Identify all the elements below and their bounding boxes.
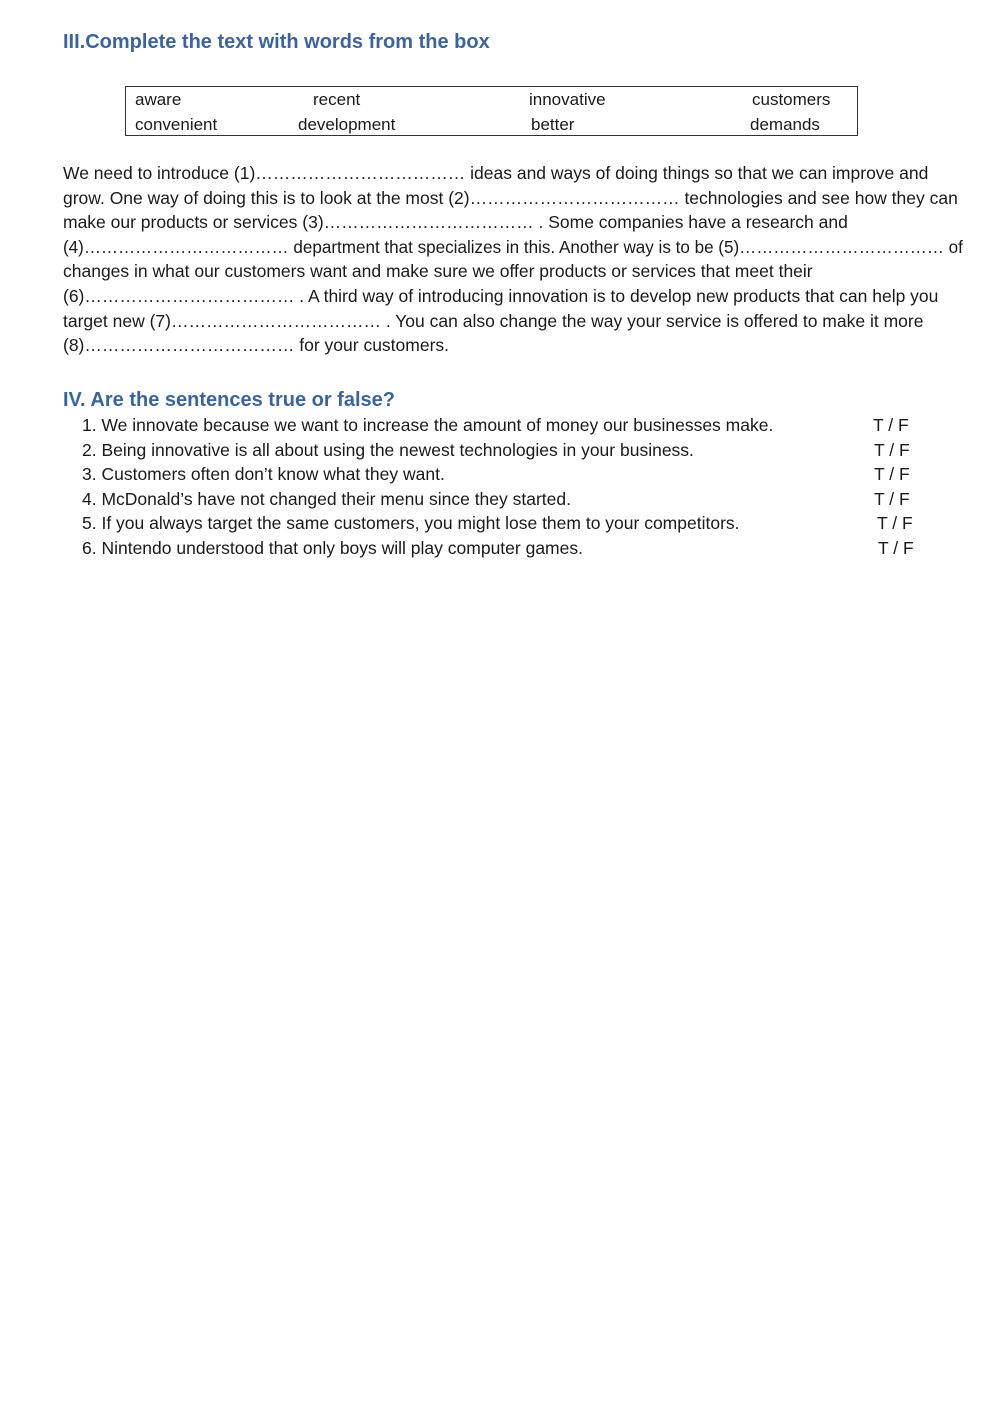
- word-box-word: development: [298, 115, 396, 134]
- list-item: [82, 513, 932, 537]
- passage-line: (6)……………………………… . A third way of introducing innovation is to develop new products that can help you: [63, 285, 939, 306]
- true-false-choice[interactable]: T / F: [877, 513, 913, 534]
- statement-text: 3. Customers often don’t know what they want.: [82, 464, 445, 485]
- passage-line: make our products or services (3)……………………………… . Some companies have a research and: [63, 212, 848, 233]
- passage-line: changes in what our customers want and make sure we offer products or services that meet their: [63, 261, 813, 282]
- list-item: [82, 440, 932, 464]
- passage-line: (8)……………………………… for your customers.: [63, 335, 450, 356]
- statement-text: 2. Being innovative is all about using the newest technologies in your business.: [82, 439, 694, 460]
- section-4-title: IV. Are the sentences true or false?: [63, 389, 395, 411]
- statement-text: 5. If you always target the same customers, you might lose them to your competitors.: [82, 513, 740, 534]
- statement-text: 1. We innovate because we want to increase the amount of money our businesses make.: [82, 415, 774, 435]
- statement-text: 6. Nintendo understood that only boys will play computer games.: [82, 538, 583, 558]
- passage-line: target new (7)……………………………… . You can also change the way your service is offered to make it more: [63, 310, 924, 331]
- word-box-word: aware: [135, 90, 182, 109]
- list-item: [82, 464, 932, 488]
- statement-text: 4. McDonald’s have not changed their menu since they started.: [82, 488, 571, 509]
- passage-line: (4)……………………………… department that specializes in this. Another way is to be (5)……………………………… of: [63, 236, 963, 257]
- true-false-choice[interactable]: T / F: [873, 415, 909, 435]
- word-box: [125, 86, 858, 136]
- word-box-word: innovative: [529, 90, 606, 109]
- word-box-word: customers: [752, 90, 831, 109]
- word-box-word: convenient: [135, 115, 218, 134]
- passage-line: grow. One way of doing this is to look at the most (2)……………………………… technologies and see how they can: [63, 187, 958, 208]
- true-false-choice[interactable]: T / F: [874, 439, 910, 460]
- list-item: [82, 415, 932, 439]
- word-box-word: better: [531, 115, 575, 134]
- list-item: [82, 489, 932, 513]
- gap-fill-passage: [63, 161, 963, 358]
- true-false-choice[interactable]: T / F: [878, 538, 914, 558]
- section-3-title: III.Complete the text with words from the box: [63, 31, 490, 53]
- passage-line: We need to introduce (1)……………………………… ideas and ways of doing things so that we can improve and: [63, 163, 929, 183]
- word-box-word: demands: [750, 115, 820, 134]
- word-box-word: recent: [313, 90, 361, 109]
- list-item: [82, 538, 932, 562]
- true-false-choice[interactable]: T / F: [874, 488, 910, 509]
- true-false-choice[interactable]: T / F: [874, 464, 910, 485]
